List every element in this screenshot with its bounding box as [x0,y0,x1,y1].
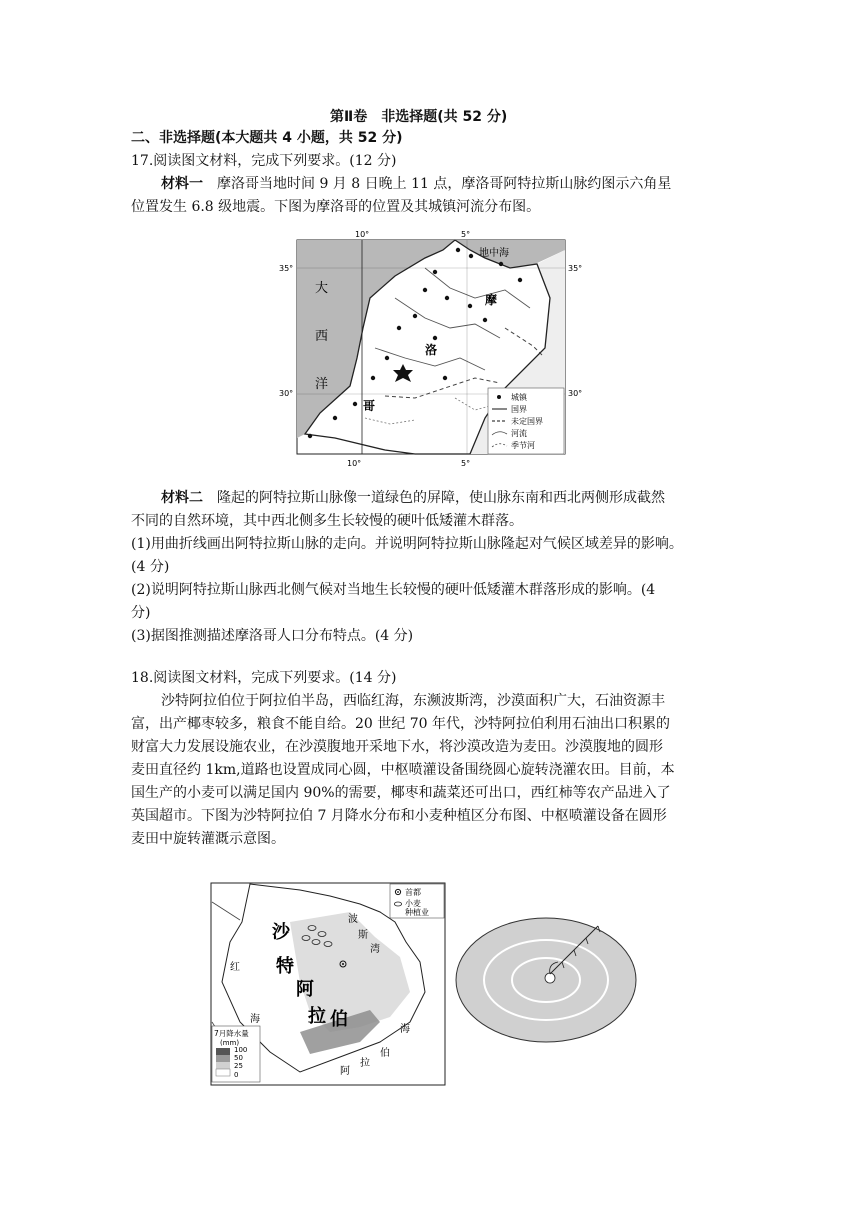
q18-para-line5: 国生产的小麦可以满足国内 90%的需要，椰枣和蔬菜还可出口，西红柿等农产品进入了 [131,785,671,801]
sea-label: 地中海 [479,248,509,259]
q17-material2-line1 [161,487,665,509]
q17-sub3: (3)据图推测描述摩洛哥人口分布特点。(4 分) [131,628,414,644]
q18-para-line2: 富，出产椰枣较多，粮食不能自给。20 世纪 70 年代，沙特阿拉伯利用石油出口积累的 [131,716,670,732]
country-label-4: 拉 [308,1006,326,1027]
country-label-2: 特 [276,956,294,977]
morocco-map [275,228,585,468]
rain-0: 0 [234,1071,239,1079]
arabian-sea-label-3: 伯 [380,1048,390,1059]
ocean-label-2: 西 [315,329,329,344]
rain-50: 50 [234,1054,243,1062]
q18-para-line1: 沙特阿拉伯位于阿拉伯半岛，西临红海，东濒波斯湾，沙漠面积广大，石油资源丰 [161,693,665,709]
country-label-2: 洛 [425,343,438,357]
country-label-3: 哥 [363,399,376,413]
q17-material1-line1 [161,173,671,195]
material1-text: 摩洛哥当地时间 9 月 8 日晚上 11 点，摩洛哥阿特拉斯山脉约图示六角星 [217,176,672,192]
ocean-label-3: 洋 [315,377,329,392]
pivot-center [545,973,555,983]
country-label-1: 沙 [272,922,290,943]
arabian-sea-label-1: 阿 [340,1066,350,1077]
q17-sub2-line1: (2)说明阿特拉斯山脉西北侧气候对当地生长较慢的硬叶低矮灌木群落形成的影响。(4 [131,582,656,598]
gulf-label-3: 湾 [370,944,380,955]
rainfall-legend [212,1026,260,1082]
q17-sub1-line2: (4 分) [131,559,170,575]
rain-unit: (mm) [220,1039,240,1047]
lon-top-left: 10° [355,230,370,239]
legend-wheat-2: 种植业 [405,908,429,917]
lon-top-right: 5° [461,230,471,239]
q17-material2-line2: 不同的自然环境，其中西北侧多生长较慢的硬叶低矮灌木群落。 [131,513,523,529]
arabian-sea-label-4: 海 [400,1024,410,1035]
legend-capital: 首都 [405,888,421,897]
q18-stem: 18.阅读图文材料，完成下列要求。(14 分) [131,670,397,686]
country-label-3: 阿 [296,979,314,1000]
red-sea-label-1: 红 [230,962,240,973]
material2-label: 材料二 [161,490,203,506]
map1-legend [488,388,564,454]
q18-para-line6: 英国超市。下图为沙特阿拉伯 7 月降水分布和小麦种植区分布图、中枢喷灌设备在圆形 [131,808,667,824]
legend-town: 城镇 [511,393,527,402]
legend-seasonal-river: 季节河 [511,441,535,450]
material1-label: 材料一 [161,176,203,192]
legend-town-icon [497,395,501,399]
lat-35-left: 35° [279,264,294,273]
legend-border: 国界 [511,405,527,414]
q18-para-line3: 财富大力发展设施农业，在沙漠腹地开采地下水，将沙漠改造为麦田。沙漠腹地的圆形 [131,739,663,755]
saudi-map [210,882,446,1086]
gulf-label-2: 斯 [358,930,368,941]
lon-bottom-left: 10° [347,459,362,468]
q17-material1-line2: 位置发生 6.8 级地震。下图为摩洛哥的位置及其城镇河流分布图。 [131,199,541,215]
rain-100: 100 [234,1046,248,1054]
legend-river: 河流 [511,429,527,438]
red-sea-label-2: 海 [250,1014,260,1025]
pivot-irrigation-diagram [452,912,642,1048]
legend-undefined-border: 未定国界 [511,417,543,426]
gulf-label-1: 波 [348,914,358,925]
legend-wheat-1: 小麦 [405,899,421,908]
q18-para-line7: 麦田中旋转灌溉示意图。 [131,831,285,847]
country-label-5: 伯 [330,1009,348,1030]
part-heading: 二、非选择题(本大题共 4 小题，共 52 分) [131,130,403,146]
rain-title: 7月降水量 [214,1029,249,1038]
lat-30-left: 30° [279,389,294,398]
rain-25: 25 [234,1062,243,1070]
ocean-label-1: 大 [315,281,329,296]
arabian-sea-label-2: 拉 [360,1058,370,1069]
lat-35-right: 35° [568,264,583,273]
lat-30-right: 30° [568,389,583,398]
q17-sub1-line1: (1)用曲折线画出阿特拉斯山脉的走向。并说明阿特拉斯山脉隆起对气候区域差异的影响。 [131,536,683,552]
q17-sub2-line2: 分) [131,605,151,621]
section-title: 第Ⅱ卷 非选择题(共 52 分) [330,109,508,125]
lon-bottom-right: 5° [461,459,471,468]
q18-para-line4: 麦田直径约 1km,道路也设置成同心圆，中枢喷灌设备围绕圆心旋转浇灌农田。目前，本 [131,762,675,778]
q17-stem: 17.阅读图文材料，完成下列要求。(12 分) [131,153,397,169]
map2-legend [390,884,444,918]
country-label-1: 摩 [485,293,498,307]
material2-text: 隆起的阿特拉斯山脉像一道绿色的屏障，使山脉东南和西北两侧形成截然 [217,490,665,506]
